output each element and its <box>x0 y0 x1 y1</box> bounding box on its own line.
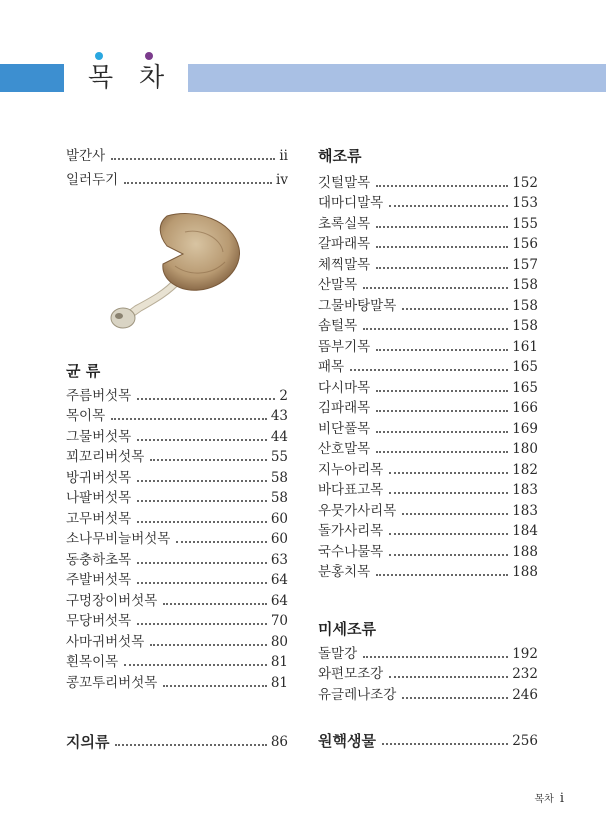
toc-entry-page: 158 <box>512 277 538 293</box>
toc-entry-page: 155 <box>512 216 538 232</box>
toc-section-lichen[interactable] <box>66 732 288 752</box>
leader-dots <box>363 287 508 289</box>
toc-entry-label: 일러두기 <box>66 172 119 188</box>
toc-entry-page: 188 <box>512 564 538 580</box>
toc-entry-label: 소나무비늘버섯목 <box>66 531 171 547</box>
toc-entry-page: 43 <box>270 408 288 424</box>
toc-entry[interactable] <box>318 214 538 234</box>
leader-dots <box>363 656 508 658</box>
toc-entry-page: 55 <box>270 449 288 465</box>
toc-entry-page: 152 <box>512 175 538 191</box>
toc-entry-page: 183 <box>512 482 538 498</box>
section-heading-protist: 원핵생물 <box>318 732 376 750</box>
toc-entry-page: 180 <box>512 441 538 457</box>
toc-entry-label: 체찍말목 <box>318 257 371 273</box>
section-heading-fungi: 균 류 <box>66 362 101 380</box>
toc-entry-page: 256 <box>512 733 538 749</box>
toc-entry-page: 86 <box>270 734 288 750</box>
page-title-char-1: 목 <box>88 63 114 93</box>
toc-entry[interactable] <box>66 632 288 652</box>
leader-dots <box>150 459 267 461</box>
toc-entry-page: 184 <box>512 523 538 539</box>
toc-entry-label: 구멍장이버섯목 <box>66 593 158 609</box>
toc-entry-page: 70 <box>270 613 288 629</box>
toc-entry[interactable] <box>318 255 538 275</box>
toc-entry[interactable] <box>318 275 538 295</box>
toc-entry-label: 유글레나조강 <box>318 687 397 703</box>
toc-entry-label: 돌가사리목 <box>318 523 384 539</box>
toc-entry-label: 발간사 <box>66 148 106 164</box>
toc-entry-page: 161 <box>512 339 538 355</box>
toc-entry-page: 156 <box>512 236 538 252</box>
toc-entry[interactable] <box>318 664 538 684</box>
toc-entry-label: 분홍치목 <box>318 564 371 580</box>
toc-entry-page: 60 <box>270 531 288 547</box>
toc-entry-page: ii <box>279 148 288 164</box>
toc-entry-label: 산말목 <box>318 277 358 293</box>
toc-entry-page: 165 <box>512 380 538 396</box>
toc-entry[interactable] <box>66 468 288 488</box>
toc-entry-page: 60 <box>270 511 288 527</box>
leader-dots <box>389 554 508 556</box>
leader-dots <box>382 743 508 745</box>
toc-entry-label: 대마디말목 <box>318 195 384 211</box>
leader-dots <box>389 472 508 474</box>
toc-entry-label: 와편모조강 <box>318 666 384 682</box>
leader-dots <box>402 308 508 310</box>
toc-entry[interactable] <box>318 296 538 316</box>
toc-entry-page: 188 <box>512 544 538 560</box>
leader-dots <box>137 623 267 625</box>
toc-entry-label: 다시마목 <box>318 380 371 396</box>
leader-dots <box>137 521 267 523</box>
toc-entry[interactable] <box>66 611 288 631</box>
toc-entry-page: 183 <box>512 503 538 519</box>
toc-entry[interactable] <box>318 685 538 705</box>
toc-entry[interactable] <box>318 337 538 357</box>
leader-dots <box>124 182 272 184</box>
toc-entry-label: 김파래목 <box>318 400 371 416</box>
footer-label: 목차 <box>534 794 554 805</box>
section-heading-seaweed: 해조류 <box>318 147 362 165</box>
toc-entry-label: 콩꼬투리버섯목 <box>66 675 158 691</box>
toc-entry-page: 81 <box>270 675 288 691</box>
toc-entry-page: 153 <box>512 195 538 211</box>
toc-entry[interactable] <box>318 562 538 582</box>
leader-dots <box>137 439 267 441</box>
toc-entry[interactable] <box>318 501 538 521</box>
toc-entry-label: 초록실목 <box>318 216 371 232</box>
toc-entry[interactable] <box>66 488 288 508</box>
toc-entry[interactable] <box>66 386 288 406</box>
toc-entry-page: 158 <box>512 318 538 334</box>
toc-entry-label: 주름버섯목 <box>66 388 132 404</box>
header-dot-purple <box>145 52 153 60</box>
leader-dots <box>111 158 275 160</box>
toc-entry-label: 고무버섯목 <box>66 511 132 527</box>
toc-entry-label: 돌말강 <box>318 646 358 662</box>
leader-dots <box>150 644 267 646</box>
toc-entry-page: 58 <box>270 470 288 486</box>
toc-entry[interactable] <box>318 173 538 193</box>
toc-entry[interactable] <box>318 460 538 480</box>
leader-dots <box>376 226 508 228</box>
toc-entry-label: 나팔버섯목 <box>66 490 132 506</box>
toc-entry[interactable] <box>66 170 288 190</box>
toc-entry[interactable] <box>318 316 538 336</box>
leader-dots <box>363 328 508 330</box>
leader-dots <box>376 390 508 392</box>
toc-entry-page: 182 <box>512 462 538 478</box>
leader-dots <box>389 676 508 678</box>
leader-dots <box>163 685 267 687</box>
toc-entry-label: 솜털목 <box>318 318 358 334</box>
leader-dots <box>376 410 508 412</box>
toc-entry[interactable] <box>318 521 538 541</box>
toc-entry-label: 주발버섯목 <box>66 572 132 588</box>
leader-dots <box>124 664 267 666</box>
toc-entry-page: 81 <box>270 654 288 670</box>
toc-entry[interactable] <box>318 193 538 213</box>
toc-entry[interactable] <box>318 419 538 439</box>
toc-entry-page: 158 <box>512 298 538 314</box>
toc-entry-label: 갈파래목 <box>318 236 371 252</box>
toc-entry-label: 바다표고목 <box>318 482 384 498</box>
leader-dots <box>137 562 267 564</box>
toc-entry-label: 방귀버섯목 <box>66 470 132 486</box>
leader-dots <box>389 205 508 207</box>
toc-entry-page: 166 <box>512 400 538 416</box>
toc-entry-page: 64 <box>270 593 288 609</box>
toc-entry-label: 그물바탕말목 <box>318 298 397 314</box>
toc-entry[interactable] <box>318 439 538 459</box>
leader-dots <box>137 480 267 482</box>
toc-entry-page: 2 <box>279 388 288 404</box>
toc-entry[interactable] <box>66 591 288 611</box>
header-dot-blue <box>95 52 103 60</box>
toc-entry[interactable] <box>66 673 288 693</box>
leader-dots <box>163 603 267 605</box>
leader-dots <box>176 541 266 543</box>
toc-entry-label: 그물버섯목 <box>66 429 132 445</box>
leader-dots <box>389 492 508 494</box>
page-footer <box>535 790 565 806</box>
toc-entry[interactable] <box>66 427 288 447</box>
toc-entry-label: 국수나물목 <box>318 544 384 560</box>
leader-dots <box>402 513 508 515</box>
toc-entry-page: 58 <box>270 490 288 506</box>
leader-dots <box>376 431 508 433</box>
toc-entry-label: 꾀꼬리버섯목 <box>66 449 145 465</box>
toc-entry[interactable] <box>318 644 538 664</box>
footer-page-number: i <box>559 791 564 806</box>
leader-dots <box>376 267 508 269</box>
toc-entry[interactable] <box>66 146 288 166</box>
toc-entry-page: 169 <box>512 421 538 437</box>
mushroom-illustration <box>105 210 245 335</box>
toc-entry-label: 뜸부기목 <box>318 339 371 355</box>
toc-entry[interactable] <box>318 542 538 562</box>
leader-dots <box>376 246 508 248</box>
toc-entry[interactable] <box>318 234 538 254</box>
toc-entry-page: 44 <box>270 429 288 445</box>
page-title-char-2: 차 <box>139 63 165 93</box>
header-bar-right <box>188 64 606 92</box>
toc-entry[interactable] <box>66 550 288 570</box>
leader-dots <box>376 185 508 187</box>
leader-dots <box>389 533 508 535</box>
toc-entry[interactable] <box>318 357 538 377</box>
toc-entry-label: 무당버섯목 <box>66 613 132 629</box>
toc-entry-page: 80 <box>270 634 288 650</box>
leader-dots <box>115 744 266 746</box>
toc-entry-label: 사마귀버섯목 <box>66 634 145 650</box>
leader-dots <box>137 582 267 584</box>
leader-dots <box>376 451 508 453</box>
section-heading-lichen: 지의류 <box>66 733 110 751</box>
toc-entry[interactable] <box>318 398 538 418</box>
toc-entry-page: iv <box>276 172 288 188</box>
toc-entry[interactable] <box>66 652 288 672</box>
leader-dots <box>111 418 267 420</box>
toc-entry-page: 157 <box>512 257 538 273</box>
leader-dots <box>376 574 508 576</box>
toc-entry-label: 지누아리목 <box>318 462 384 478</box>
toc-entry-label: 동충하초목 <box>66 552 132 568</box>
toc-entry-label: 우뭇가사리목 <box>318 503 397 519</box>
section-heading-microalgae: 미세조류 <box>318 620 376 638</box>
toc-entry-page: 192 <box>512 646 538 662</box>
toc-section-protist[interactable] <box>318 731 538 751</box>
toc-entry-page: 64 <box>270 572 288 588</box>
toc-entry-label: 깃털말목 <box>318 175 371 191</box>
header-bar-left <box>0 64 64 92</box>
toc-entry-label: 패목 <box>318 359 345 375</box>
leader-dots <box>137 500 267 502</box>
toc-entry-label: 흰목이목 <box>66 654 119 670</box>
toc-entry[interactable] <box>66 570 288 590</box>
toc-entry[interactable] <box>66 509 288 529</box>
toc-entry-page: 246 <box>512 687 538 703</box>
toc-entry-page: 232 <box>512 666 538 682</box>
toc-entry[interactable] <box>66 529 288 549</box>
toc-entry[interactable] <box>318 480 538 500</box>
toc-entry-label: 비단풀목 <box>318 421 371 437</box>
toc-entry-label: 목이목 <box>66 408 106 424</box>
toc-entry-page: 63 <box>270 552 288 568</box>
leader-dots <box>402 697 508 699</box>
leader-dots <box>137 398 275 400</box>
toc-entry[interactable] <box>318 378 538 398</box>
leader-dots <box>376 349 508 351</box>
leader-dots <box>350 369 508 371</box>
toc-entry[interactable] <box>66 406 288 426</box>
toc-entry-label: 산호말목 <box>318 441 371 457</box>
toc-entry-page: 165 <box>512 359 538 375</box>
toc-entry[interactable] <box>66 447 288 467</box>
